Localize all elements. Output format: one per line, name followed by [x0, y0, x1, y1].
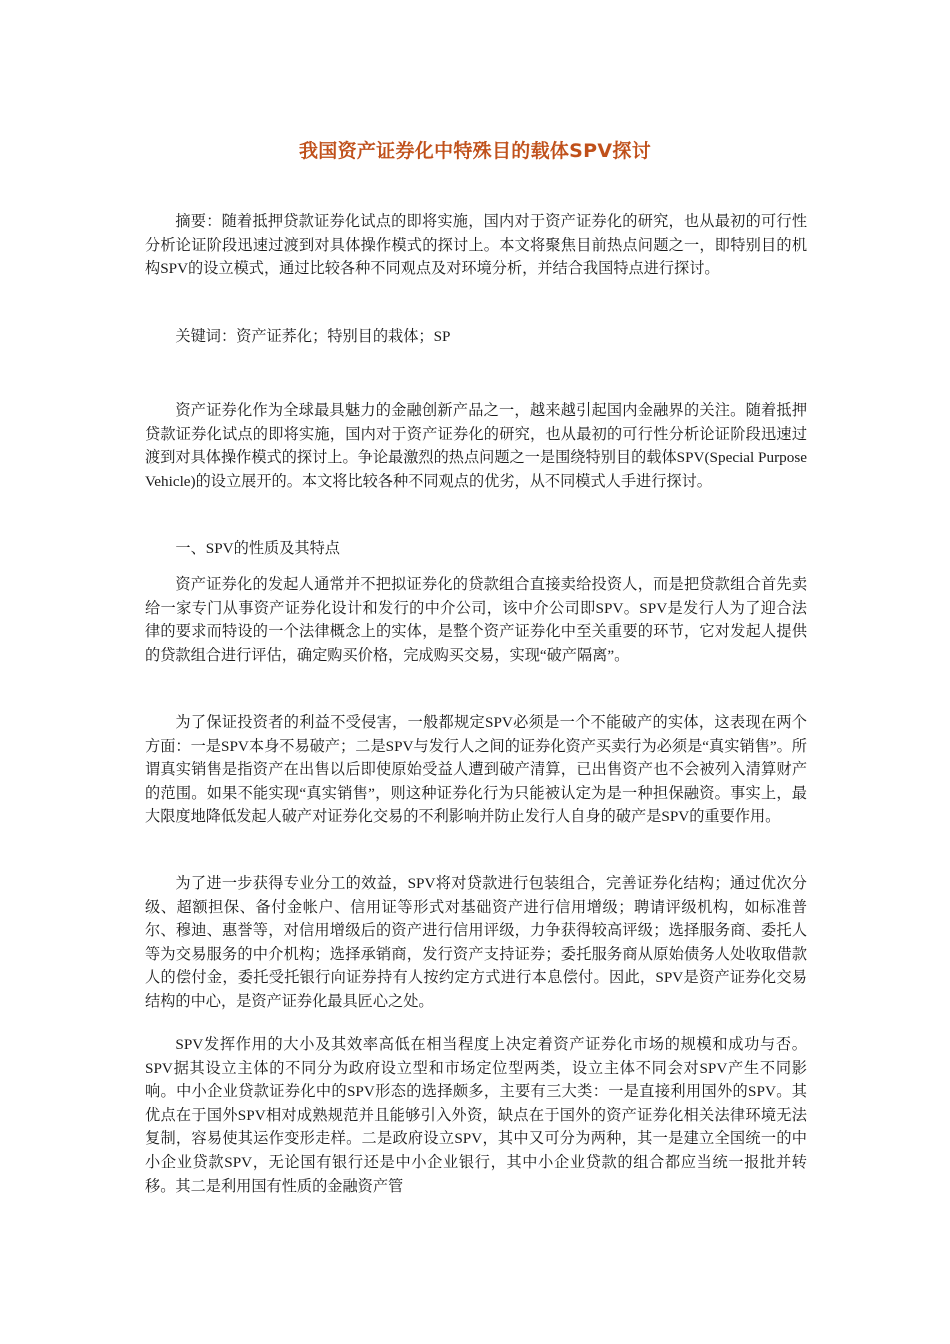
keywords-paragraph: 关键词：资产证荞化；特别目的栽体；SP — [175, 328, 451, 345]
body-paragraph-1: 资产证券化的发起人通常并不把拟证券化的贷款组合直接卖给投资人，而是把贷款组合首先卖给一家专门从事资产证券化设计和发行的中介公司，该中介公司即SPV。SPV是发行人为了迎合法律的要求而特设的一个法律概念上的实体，是整个资产证券化中至关重要的环节，它对发起人提供的贷款组合进行评估，确定购买价格，完成购买交易，实现“破产隔离”。 — [145, 576, 807, 664]
document-title: 我国资产证券化中特殊目的载体SPV探讨 — [298, 140, 651, 162]
body-paragraph-3: 为了进一步获得专业分工的效益，SPV将对贷款进行包装组合，完善证券化结构；通过优次分级、超额担保、备付金帐户、信用证等形式对基础资产进行信用增级；聘请评级机构，如标准普尔、穆迪、惠誉等，对信用增级后的资产进行信用评级，力争获得较高评级；选择服务商、委托人等为交易服务的中介机构；选择承销商，发行资产支持证券；委托服务商从原始债务人处收取借款人的偿付金，委托受托银行向证券持有人按约定方式进行本息偿付。因此，SPV是资产证券化交易结构的中心，是资产证券化最具匠心之处。 — [145, 875, 807, 1010]
body-paragraph-2: 为了保证投资者的利益不受侵害，一般都规定SPV必须是一个不能破产的实体，这表现在两个方面：一是SPV本身不易破产；二是SPV与发行人之间的证券化资产买卖行为必须是“真实销售”。所谓真实销售是指资产在出售以后即使原始受益人遭到破产清算，已出售资产也不会被列入清算财产的范围。如果不能实现“真实销售”，则这种证券化行为只能被认定为是一种担保融资。事实上，最大限度地降低发起人破产对证券化交易的不利影响并防止发行人自身的破产是SPV的重要作用。 — [145, 714, 807, 826]
abstract-paragraph: 摘要：随着抵押贷款证券化试点的即将实施，国内对于资产证券化的研究，也从最初的可行性分析论证阶段迅速过渡到对具体操作模式的探讨上。本文将聚焦目前热点问题之一，即特别目的机构SPV的设立模式，通过比较各种不同观点及对环境分析，并结合我国特点进行探讨。 — [145, 213, 807, 278]
body-paragraph-4: SPV发挥作用的大小及其效率高低在相当程度上决定着资产证券化市场的规模和成功与否。SPV据其设立主体的不同分为政府设立型和市场定位型两类，设立主体不同会对SPV产生不同影响。中小企业贷款证券化中的SPV形态的选择颇多，主要有三大类：一是直接利用国外的SPV。其优点在于国外SPV相对成熟规范并且能够引入外资，缺点在于国外的资产证券化相关法律环境无法复制，容易使其运作变形走样。二是政府设立SPV，其中又可分为两种，其一是建立全国统一的中小企业贷款SPV，无论国有银行还是中小企业银行，其中小企业贷款的组合都应当统一报批并转移。其二是利用国有性质的金融资产管 — [145, 1036, 807, 1195]
intro-paragraph: 资产证券化作为全球最具魅力的金融创新产品之一，越来越引起国内金融界的关注。随着抵押贷款证券化试点的即将实施，国内对于资产证券化的研究，也从最初的可行性分析论证阶段迅速过渡到对具体操作模式的探讨上。争论最激烈的热点问题之一是围绕特别目的载体SPV(Special Purpose Vehicle)的设立展开的。本文将比较各种不同观点的优劣，从不同模式人手进行探讨。 — [145, 402, 807, 490]
section-heading: 一、SPV的性质及其特点 — [175, 540, 340, 557]
